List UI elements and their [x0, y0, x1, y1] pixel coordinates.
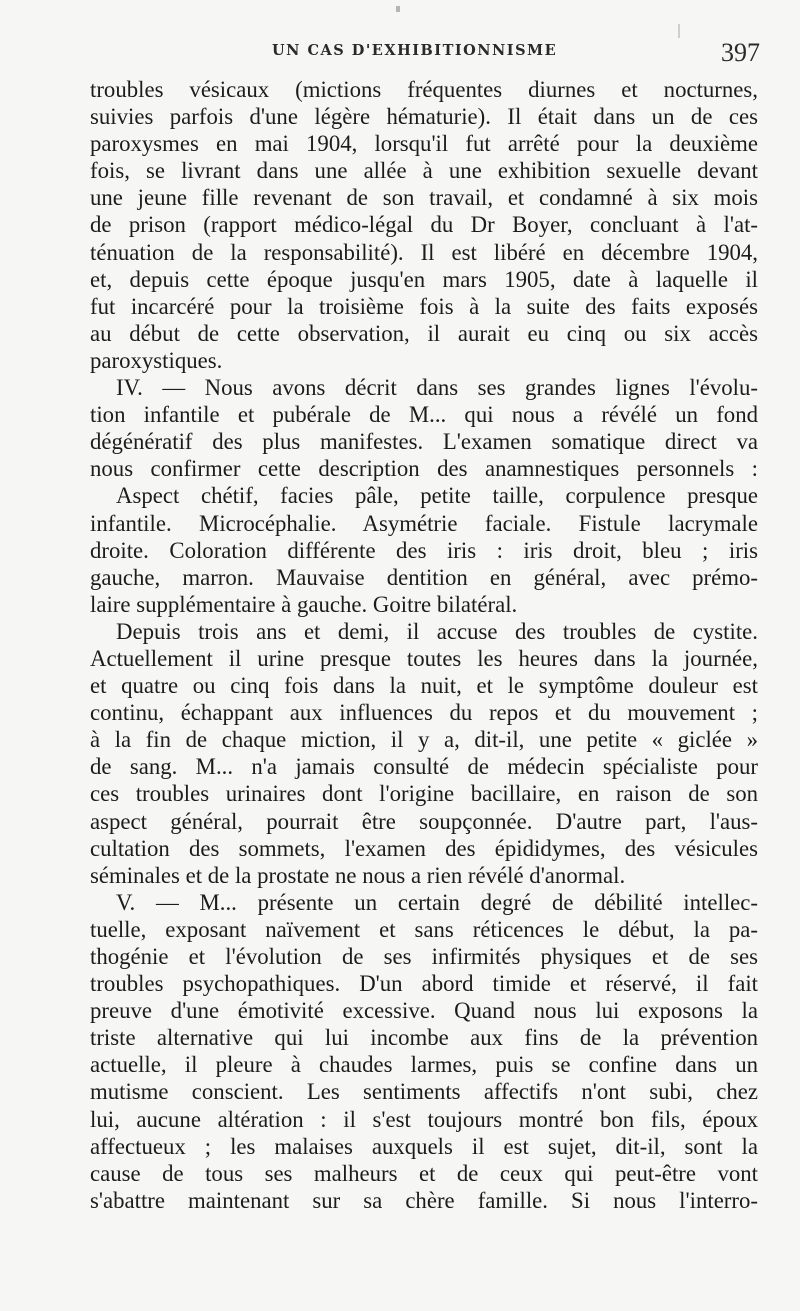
text-line: aspect général, pourrait être soupçonnée. D'autre part, l'aus- [90, 808, 758, 834]
body-text [90, 76, 758, 1214]
text-line: une jeune fille revenant de son travail, et condamné à six mois [90, 185, 758, 211]
text-line: fut incarcéré pour la troisième fois à la suite des faits exposés [90, 293, 758, 319]
section-heading-line: V. — M... présente un certain degré de débilité intellec- [116, 889, 758, 915]
text-line: nous confirmer cette description des anamnestiques personnels : [90, 456, 758, 482]
text-line: Aspect chétif, facies pâle, petite taille, corpulence presque [116, 483, 758, 509]
text-line: et, depuis cette époque jusqu'en mars 1905, date à laquelle il [90, 266, 758, 292]
text-line: thogénie et l'évolution de ses infirmités physiques et de ses [90, 944, 758, 969]
text-line: lui, aucune altération : il s'est toujours montré bon fils, époux [90, 1106, 758, 1132]
text-line: tion infantile et pubérale de M... qui nous a révélé un fond [90, 402, 758, 428]
text-line: Actuellement il urine presque toutes les heures dans la journée, [90, 645, 758, 671]
text-line: cultation des sommets, l'examen des épididymes, des vésicules [90, 835, 758, 861]
page-number: 397 [721, 38, 760, 67]
text-line: de prison (rapport médico-légal du Dr Boyer, concluant à l'at- [90, 212, 758, 238]
text-line: triste alternative qui lui incombe aux fins de la prévention [90, 1025, 758, 1051]
text-line: laire supplémentaire à gauche. Goitre bilatéral. [90, 591, 518, 617]
text-line: s'abattre maintenant sur sa chère famille. Si nous l'interro- [90, 1187, 758, 1213]
text-line: à la fin de chaque miction, il y a, dit-il, une petite « giclée » [90, 727, 758, 753]
text-line: troubles psychopathiques. D'un abord timide et réservé, il fait [90, 971, 758, 997]
text-line: preuve d'une émotivité excessive. Quand nous lui exposons la [90, 998, 758, 1024]
text-line: continu, échappant aux influences du repos et du mouvement ; [90, 700, 758, 726]
text-line: actuelle, il pleure à chaudes larmes, puis se confine dans un [90, 1052, 758, 1078]
text-line: droite. Coloration différente des iris : iris droit, bleu ; iris [90, 537, 758, 563]
text-line: dégénératif des plus manifestes. L'examen somatique direct va [90, 429, 758, 455]
text-line: ces troubles urinaires dont l'origine bacillaire, en raison de son [90, 781, 758, 807]
page-header [0, 38, 800, 72]
text-line: Depuis trois ans et demi, il accuse des troubles de cystite. [116, 618, 758, 644]
text-line: au début de cette observation, il aurait eu cinq ou six accès [90, 320, 758, 346]
text-line: paroxysmes en mai 1904, lorsqu'il fut arrêté pour la deuxième [90, 131, 758, 157]
text-line: paroxystiques. [90, 347, 223, 373]
text-line: tuelle, exposant naïvement et sans réticences le début, la pa- [90, 916, 758, 942]
text-line: affectueux ; les malaises auxquels il est sujet, dit-il, sont la [90, 1133, 758, 1159]
running-title: UN CAS D'EXHIBITIONNISME [272, 42, 558, 59]
text-line: troubles vésicaux (mictions fréquentes diurnes et nocturnes, [90, 77, 758, 102]
text-line: fois, se livrant dans une allée à une exhibition sexuelle devant [90, 158, 758, 184]
text-line: suivies parfois d'une légère hématurie). Il était dans un de ces [90, 104, 758, 130]
text-line: de sang. M... n'a jamais consulté de médecin spécialiste pour [90, 754, 758, 780]
text-line: gauche, marron. Mauvaise dentition en général, avec prémo- [90, 564, 758, 590]
text-line: ténuation de la responsabilité). Il est libéré en décembre 1904, [90, 239, 758, 265]
section-heading-line: IV. — Nous avons décrit dans ses grandes lignes l'évolu- [116, 375, 758, 401]
text-line: et quatre ou cinq fois dans la nuit, et le symptôme douleur est [90, 673, 758, 699]
text-line: mutisme conscient. Les sentiments affectifs n'ont subi, chez [90, 1079, 758, 1105]
text-line: séminales et de la prostate ne nous a rien révélé d'anormal. [90, 862, 626, 888]
text-line: cause de tous ses malheurs et de ceux qui peut-être vont [90, 1160, 758, 1186]
margin-tick [678, 24, 680, 38]
top-edge-speck [396, 6, 400, 12]
text-line: infantile. Microcéphalie. Asymétrie faciale. Fistule lacrymale [90, 510, 758, 536]
